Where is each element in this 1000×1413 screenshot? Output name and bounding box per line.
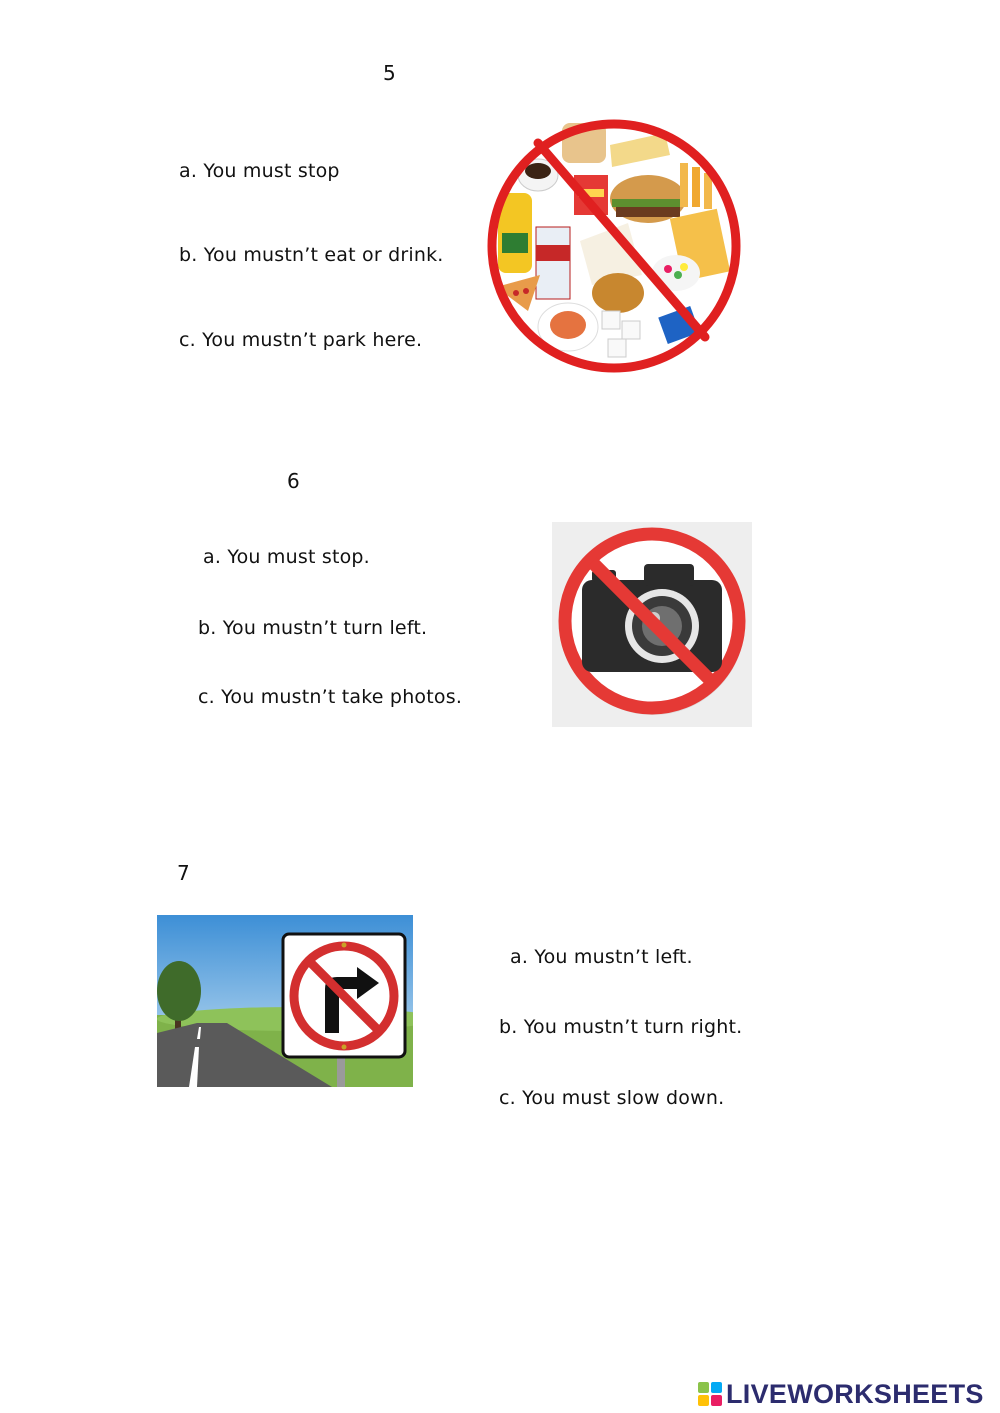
question-number: 7 [177, 861, 190, 885]
logo-square-icon [698, 1395, 709, 1406]
option-b[interactable]: b. You mustn’t turn right. [499, 1016, 743, 1038]
drink-cup-icon [536, 227, 570, 299]
logo-square-icon [711, 1382, 722, 1393]
option-c[interactable]: c. You must slow down. [499, 1087, 725, 1109]
logo-text: LIVEWORKSHEETS [726, 1378, 984, 1409]
option-a[interactable]: a. You mustn’t left. [510, 946, 693, 968]
no-food-drink-sign-icon [480, 115, 748, 377]
liveworksheets-logo[interactable] [698, 1378, 984, 1410]
no-photos-sign-icon [552, 522, 752, 727]
logo-grid-icon [698, 1382, 722, 1406]
question-number: 6 [287, 469, 300, 493]
option-c[interactable]: c. You mustn’t take photos. [198, 686, 463, 708]
logo-square-icon [698, 1382, 709, 1393]
option-a[interactable]: a. You must stop. [203, 546, 370, 568]
logo-square-icon [711, 1395, 722, 1406]
option-b[interactable]: b. You mustn’t turn left. [198, 617, 428, 639]
sugar-cubes-icon [602, 311, 620, 329]
option-a[interactable]: a. You must stop [179, 160, 340, 182]
fried-chicken-icon [592, 273, 644, 313]
option-c[interactable]: c. You mustn’t park here. [179, 329, 423, 351]
no-right-turn-road-sign-icon [157, 915, 413, 1087]
fries-icon [680, 163, 688, 207]
question-number: 5 [383, 61, 396, 85]
option-b[interactable]: b. You mustn’t eat or drink. [179, 244, 444, 266]
